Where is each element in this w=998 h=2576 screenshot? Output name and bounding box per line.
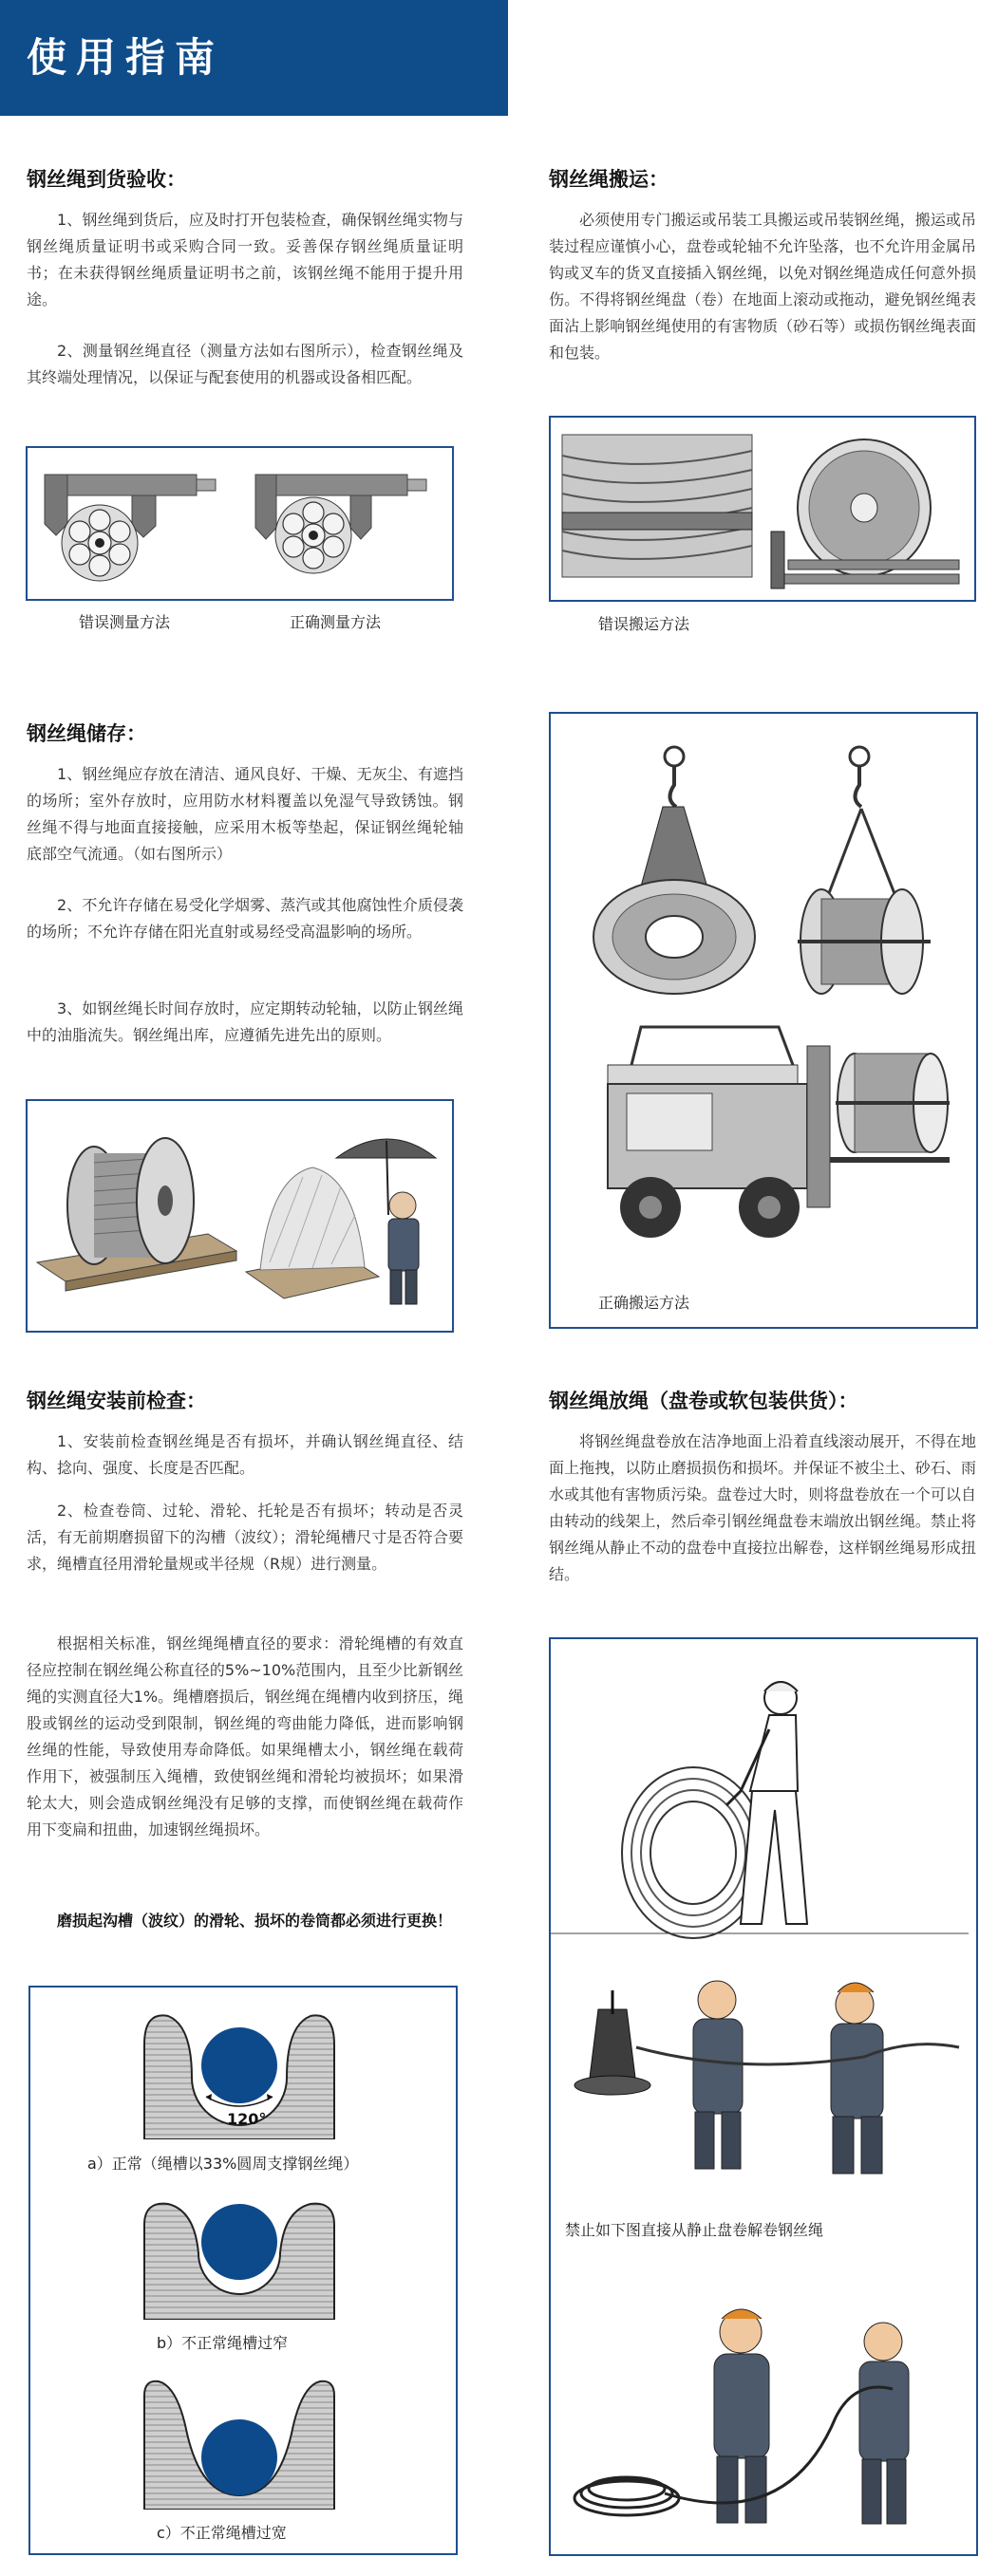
groove-icon: [140, 2196, 339, 2320]
receipt-p2: 2、测量钢丝绳直径（测量方法如右图所示），检查钢丝绳及其终端处理情况，以保证与配套使用的机器或设备相匹配。: [27, 342, 463, 386]
groove-icon: [140, 2377, 339, 2510]
coil-icon: [551, 2256, 976, 2550]
caption-wrong-measure: 错误测量方法: [79, 613, 171, 631]
transport-p1: 必须使用专门搬运或吊装工具搬运或吊装钢丝绳，搬运或吊装过程应谨慎小心，盘卷或轮轴不允许坠落，也不允许用金属吊钩或叉车的货叉直接插入钢丝绳，以免对钢丝绳造成任何意外损伤。不得将钢丝绳盘（卷）在地面上滚动或拖动，避免钢丝绳表面沾上影响钢丝绳使用的有害物质（砂石等）或损伤钢丝绳表面和包装。: [549, 211, 976, 362]
caliper-figure-frame: [26, 446, 454, 601]
page-title: 使用指南: [27, 34, 225, 81]
forklift-icon: [551, 418, 974, 600]
transport-right-frame: [549, 712, 978, 1329]
receipt-p1: 1、钢丝绳到货后，应及时打开包装检查，确保钢丝绳实物与钢丝绳质量证明书或采购合同一致。妥善保存钢丝绳质量证明书；在未获得钢丝绳质量证明书之前，该钢丝绳不能用于提升用途。: [27, 211, 463, 308]
caption-groove-wide: c）不正常绳槽过宽: [157, 2524, 287, 2542]
unwind-title: 钢丝绳放绳（盘卷或软包装供货）：: [549, 1390, 858, 1412]
hook-icon: [551, 714, 976, 1283]
unwind-figure-frame: [549, 1637, 978, 2556]
storage-title: 钢丝绳储存：: [27, 722, 146, 745]
caption-groove-normal: a）正常（绳槽以33%圆周支撑钢丝绳）: [87, 2155, 359, 2173]
groove-figure-frame: [28, 1986, 458, 2555]
worker-icon: [551, 1639, 976, 2199]
caption-right-measure: 正确测量方法: [290, 613, 382, 631]
receipt-title: 钢丝绳到货验收：: [27, 168, 186, 191]
inspection-p2: 2、检查卷筒、过轮、滑轮、托轮是否有损坏；转动是否灵活，有无前期磨损留下的沟槽（波纹）；滑轮绳槽尺寸是否符合要求，绳槽直径用滑轮量规或半径规（R规）进行测量。: [27, 1502, 463, 1573]
caliper-icon: [28, 448, 452, 599]
reel-icon: [28, 1101, 452, 1331]
inspection-p3: 根据相关标准，钢丝绳绳槽直径的要求：滑轮绳槽的有效直径应控制在钢丝绳公称直径的5%~10%范围内，且至少比新钢丝绳的实测直径大1%。绳槽磨损后，钢丝绳在绳槽内收到挤压，绳股或钢丝的运动受到限制，钢丝绳的弯曲能力降低，进而影响钢丝绳的性能，导致使用寿命降低。如果绳槽太小，钢丝绳在载荷作用下，被强制压入绳槽，致使钢丝绳和滑轮均被损坏；如果滑轮太大，则会造成钢丝绳没有足够的支撑，而使钢丝绳在载荷作用下变扁和扭曲，加速钢丝绳损坏。: [27, 1634, 463, 1839]
caption-right-transport: 正确搬运方法: [598, 1294, 690, 1312]
storage-p1: 1、钢丝绳应存放在清洁、通风良好、干燥、无灰尘、有遮挡的场所；室外存放时，应用防水材料覆盖以免湿气导致锈蚀。钢丝绳不得与地面直接接触，应采用木板等垫起，保证钢丝绳轮轴底部空气流通。（如右图所示）: [27, 765, 463, 863]
groove-icon: [140, 2007, 339, 2139]
header-banner: [0, 0, 508, 116]
unwind-p1: 将钢丝绳盘卷放在洁净地面上沿着直线滚动展开，不得在地面上拖拽，以防止磨损损伤和损坏。并保证不被尘土、砂石、雨水或其他有害物质污染。盘卷过大时，则将盘卷放在一个可以自由转动的线架上，然后牵引钢丝绳盘卷末端放出钢丝绳。禁止将钢丝绳从静止不动的盘卷中直接拉出解卷，这样钢丝绳易形成扭结。: [549, 1432, 976, 1583]
storage-figure-frame: [26, 1099, 454, 1333]
transport-wrong-frame: [549, 416, 976, 602]
storage-p2: 2、不允许存储在易受化学烟雾、蒸汽或其他腐蚀性介质侵袭的场所；不允许存储在阳光直射或易经受高温影响的场所。: [27, 896, 463, 941]
storage-p3: 3、如钢丝绳长时间存放时，应定期转动轮轴，以防止钢丝绳中的油脂流失。钢丝绳出库，应遵循先进先出的原则。: [27, 999, 463, 1044]
caption-wrong-transport: 错误搬运方法: [598, 615, 690, 633]
caption-forbid-unwind: 禁止如下图直接从静止盘卷解卷钢丝绳: [565, 2221, 824, 2239]
inspection-title: 钢丝绳安装前检查：: [27, 1390, 206, 1412]
transport-title: 钢丝绳搬运：: [549, 168, 668, 191]
inspection-warning: 磨损起沟槽（波纹）的滑轮、损坏的卷筒都必须进行更换！: [57, 1912, 453, 1930]
caption-groove-narrow: b）不正常绳槽过窄: [157, 2334, 289, 2352]
inspection-p1: 1、安装前检查钢丝绳是否有损坏，并确认钢丝绳直径、结构、捻向、强度、长度是否匹配。: [27, 1432, 463, 1477]
groove-angle-label: 120°: [227, 2110, 267, 2128]
